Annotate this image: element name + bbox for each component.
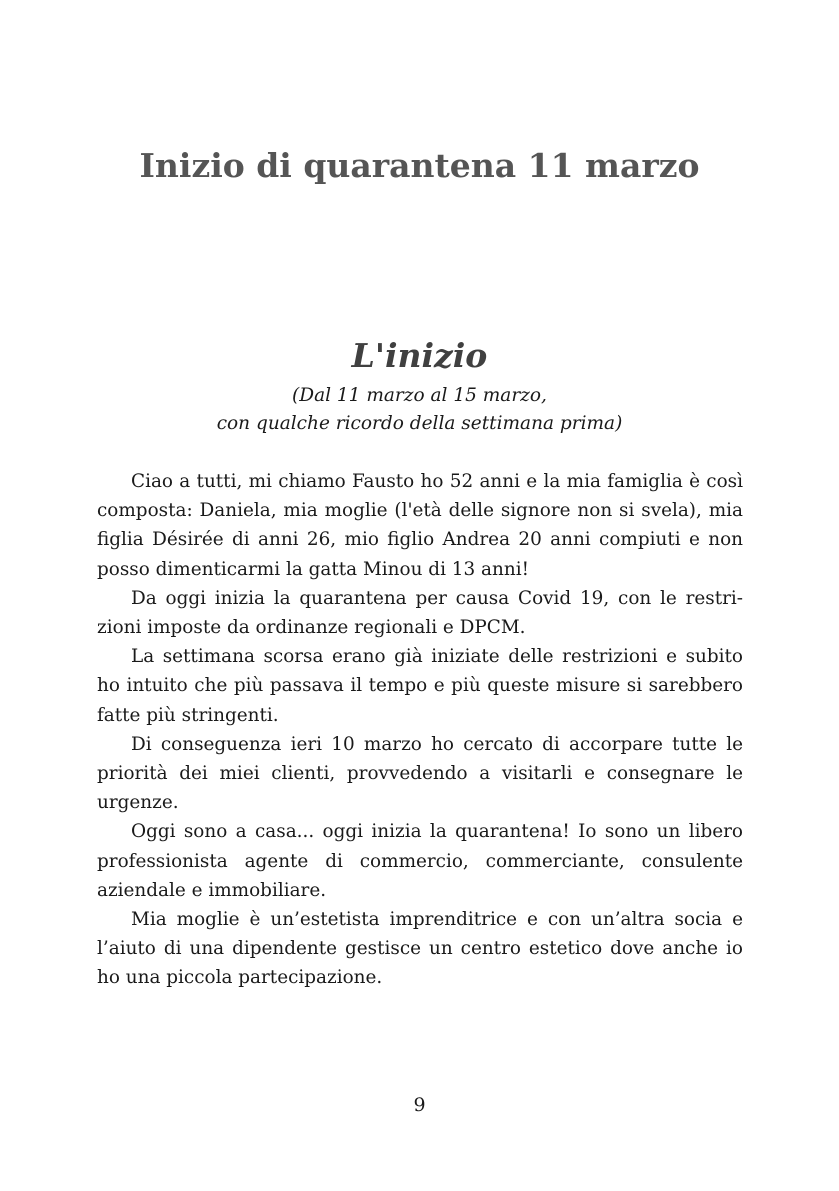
page-number: 9 bbox=[413, 1094, 426, 1116]
subtitle-line-2: con qualche ricordo della settimana prima) bbox=[216, 413, 623, 434]
paragraph: La settimana scorsa erano già iniziate delle restrizioni e subito ho intuito che più passava il tempo e più queste misure si sarebbero fatte più stringenti. bbox=[97, 646, 743, 726]
paragraph: Ciao a tutti, mi chiamo Fausto ho 52 anni e la mia famiglia è così composta: Daniela, mia moglie (l'età delle signore non si svela), mia figlia Désirée di anni 26, mio figlio Andrea 20 anni compiuti e non posso dimenticarmi la gatta Minou di 13 anni! bbox=[97, 471, 743, 580]
chapter-title: Inizio di quarantena 11 marzo bbox=[139, 146, 700, 185]
section-subtitle bbox=[0, 382, 839, 438]
section-title: L'inizio bbox=[351, 336, 488, 375]
paragraph: Di conseguenza ieri 10 marzo ho cercato di accorpare tutte le priorità dei miei clienti, provvedendo a visitarli e consegnare le urgenze. bbox=[97, 733, 743, 814]
body-text bbox=[97, 467, 743, 993]
subtitle-line-1: (Dal 11 marzo al 15 marzo, bbox=[292, 385, 547, 406]
paragraph: Da oggi inizia la quarantena per causa Covid 19, con le restrizioni imposte da ordinanze regionali e DPCM. bbox=[97, 587, 743, 639]
paragraph: Mia moglie è un’estetista imprenditrice e con un’altra socia e l’aiuto di una dipendente gestisce un centro estetico dove anche io ho una piccola partecipazione. bbox=[97, 909, 743, 989]
paragraph: Oggi sono a casa... oggi inizia la quarantena! Io sono un libero professionista agente di commercio, commerciante, consulente aziendale e immobiliare. bbox=[97, 821, 743, 901]
